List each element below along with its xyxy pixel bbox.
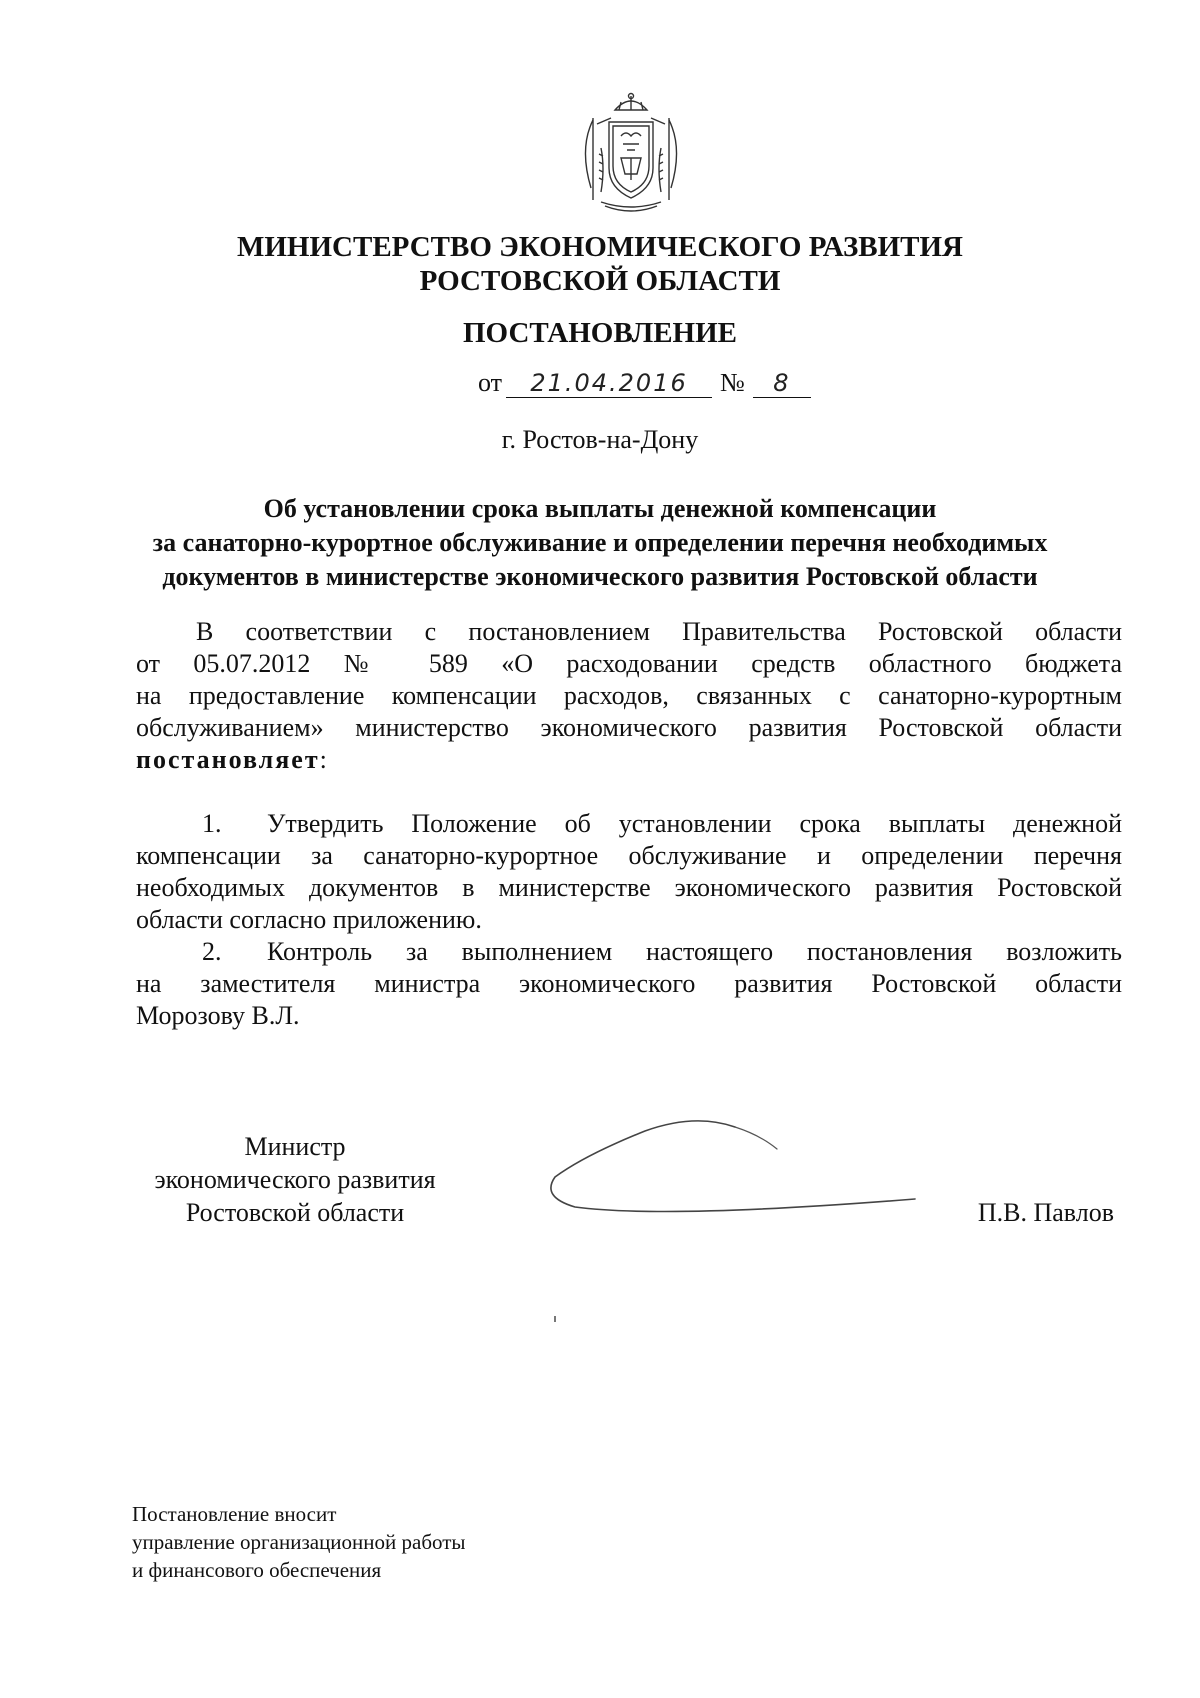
handwritten-signature [545,1115,925,1215]
item-1 [136,808,1122,936]
document-type: ПОСТАНОВЛЕНИЕ [462,317,737,349]
item-line: Морозову В.Л. [136,1001,300,1030]
item-line: области согласно приложению. [136,905,482,934]
preamble-paragraph [136,616,1122,776]
resolves-punct: : [319,745,327,774]
number-prefix: № [720,368,745,397]
item-line: компенсации за санаторно-курортное обслуживание и определении перечня [136,841,1122,870]
footer-line3: и финансового обеспечения [132,1558,382,1582]
footer-line2: управление организационной работы [132,1530,466,1554]
signatory-position [130,1130,460,1229]
item-first-text: Контроль за выполнением настоящего постановления возложить [267,937,1122,966]
preamble-line: обслуживанием» министерство экономического развития Ростовской области [136,713,1122,742]
position-line3: Ростовской области [185,1198,405,1227]
position-line1: Министр [244,1132,346,1161]
resolves-word: постановляет [136,745,320,774]
item-number: 2. [202,937,222,966]
item-1-first-line [136,808,1122,840]
item-line: необходимых документов в министерстве экономического развития Ростовской [136,873,1122,902]
item-number: 1. [202,809,222,838]
number-handwritten: 8 [753,369,811,398]
preamble-line: на предоставление компенсации расходов, связанных с санаторно-курортным [136,681,1122,710]
title-line2: за санаторно-курортное обслуживание и определении перечня необходимых [152,528,1048,557]
date-prefix: от [478,368,503,397]
footer-note [132,1500,466,1584]
title-line3: документов в министерстве экономического развития Ростовской области [162,562,1038,591]
document-title [0,492,1200,594]
footer-line1: Постановление вносит [132,1502,337,1526]
preamble-resolves-line [136,744,1122,776]
position-line2: экономического развития [154,1165,436,1194]
preamble-line: В соответствии с постановлением Правительства Ростовской области [196,617,1122,646]
item-line: на заместителя министра экономического развития Ростовской области [136,969,1122,998]
date-number-row [478,366,811,400]
signatory-name: П.В. Павлов [977,1198,1114,1227]
coat-of-arms-emblem [571,88,691,216]
scan-mark [554,1316,556,1322]
item-first-text: Утвердить Положение об установлении срока выплаты денежной [267,809,1122,838]
ministry-name [0,230,1200,298]
ministry-name-line2: РОСТОВСКОЙ ОБЛАСТИ [419,265,781,297]
preamble-line: от 05.07.2012 № 589 «О расходовании средств областного бюджета [136,649,1122,678]
title-line1: Об установлении срока выплаты денежной компенсации [263,494,937,523]
ministry-name-line1: МИНИСТЕРСТВО ЭКОНОМИЧЕСКОГО РАЗВИТИЯ [237,231,963,263]
city-line: г. Ростов-на-Дону [501,425,699,454]
item-2 [136,936,1122,1032]
date-handwritten: 21.04.2016 [506,369,712,398]
item-2-first-line [136,936,1122,968]
